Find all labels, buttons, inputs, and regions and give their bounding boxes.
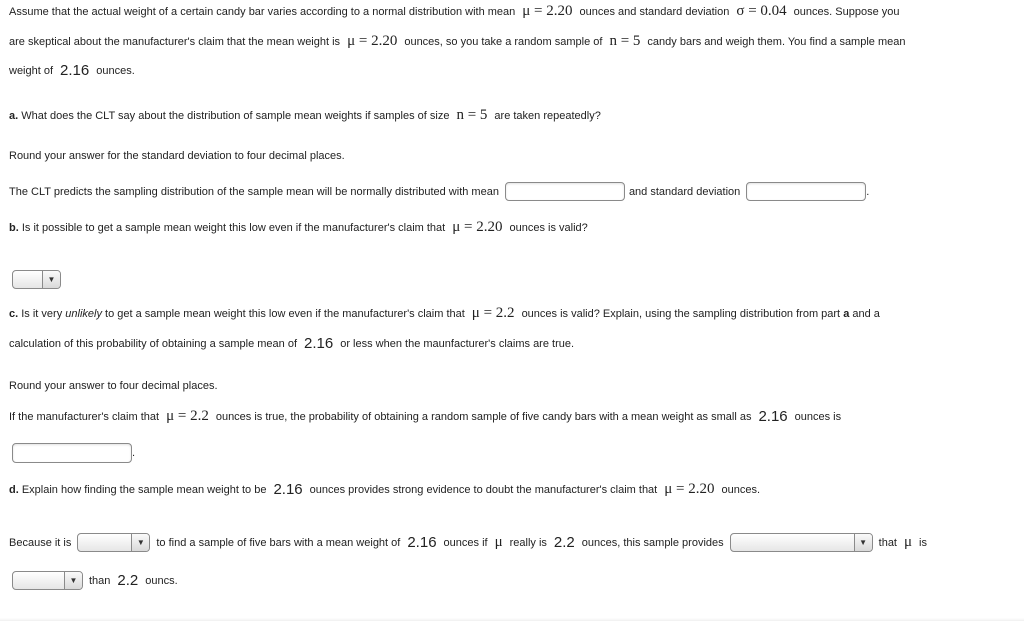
sample-mean-value: 2.16 xyxy=(407,534,437,551)
question-text: or less when the maunfacturer's claims are true. xyxy=(340,337,575,350)
comparison-dropdown[interactable] xyxy=(12,571,83,590)
triangle-down-icon: ▼ xyxy=(64,572,82,589)
mu-symbol: μ xyxy=(904,534,913,550)
part-d-label: d. xyxy=(9,483,19,496)
part-c-label: c. xyxy=(9,307,19,320)
intro-line-1 xyxy=(9,3,899,20)
intro-line-2 xyxy=(9,33,905,50)
sample-mean-value: 2.16 xyxy=(273,481,303,498)
part-c-round-note xyxy=(9,380,218,392)
question-text: and a xyxy=(852,307,880,320)
part-d-answer-line-2 xyxy=(12,571,178,590)
question-text: to get a sample mean weight this low even if the manufacturer's claim that xyxy=(105,307,465,320)
answer-text: ounces is true, the probability of obtaining a random sample of five candy bars with a mean weight as small as xyxy=(215,410,752,423)
probability-input[interactable] xyxy=(12,443,132,463)
answer-text: ounces if xyxy=(443,536,488,549)
mu-equation: μ = 2.20 xyxy=(347,33,398,49)
part-a-answer-line xyxy=(9,182,869,201)
mu-equation: μ = 2.2 xyxy=(471,305,515,321)
answer-text: and standard deviation xyxy=(628,185,741,198)
intro-text: weight of xyxy=(9,64,54,77)
triangle-down-icon: ▼ xyxy=(131,534,149,551)
part-c-prob-line xyxy=(12,443,135,463)
question-text: ounces is valid? xyxy=(509,221,588,234)
question-text: calculation of this probability of obtaining a sample mean of xyxy=(9,337,298,350)
sample-mean-value: 2.16 xyxy=(60,62,90,79)
answer-text: ouncs. xyxy=(145,574,178,587)
answer-text: If the manufacturer's claim that xyxy=(9,410,160,423)
answer-text: ounces, this sample provides xyxy=(581,536,724,549)
part-d-question xyxy=(9,481,760,498)
part-a-question xyxy=(9,107,601,124)
part-d-answer-line-1 xyxy=(9,533,927,552)
answer-text: that xyxy=(878,536,897,549)
n-equation: n = 5 xyxy=(609,33,641,49)
answer-text: Because it is xyxy=(9,536,72,549)
part-ref-a: a xyxy=(843,307,850,320)
mu-value: 2.2 xyxy=(117,572,139,589)
mu-equation: μ = 2.20 xyxy=(522,3,573,19)
triangle-down-icon: ▼ xyxy=(854,534,872,551)
intro-text: are skeptical about the manufacturer's claim that the mean weight is xyxy=(9,35,341,48)
part-b-label: b. xyxy=(9,221,19,234)
mu-equation: μ = 2.20 xyxy=(452,219,503,235)
mu-symbol: μ xyxy=(494,534,503,550)
question-text: ounces. xyxy=(721,483,761,496)
question-text: ounces provides strong evidence to doubt the manufacturer's claim that xyxy=(309,483,658,496)
part-a-label: a. xyxy=(9,109,19,122)
question-text: What does the CLT say about the distribution of sample mean weights if samples of size xyxy=(21,109,450,122)
evidence-dropdown[interactable] xyxy=(730,533,873,552)
period: . xyxy=(132,447,136,459)
possible-dropdown[interactable] xyxy=(12,270,61,289)
answer-text: to find a sample of five bars with a mean weight of xyxy=(156,536,401,549)
round-instruction: Round your answer to four decimal places. xyxy=(9,380,218,392)
intro-text: candy bars and weigh them. You find a sample mean xyxy=(647,35,906,48)
part-a-round-note xyxy=(9,150,345,162)
part-b-question xyxy=(9,219,588,236)
likelihood-dropdown[interactable] xyxy=(77,533,150,552)
answer-text: ounces is xyxy=(794,410,842,423)
answer-text: really is xyxy=(509,536,547,549)
intro-text: ounces. Suppose you xyxy=(793,5,900,18)
triangle-down-icon: ▼ xyxy=(42,271,60,288)
mu-value: 2.2 xyxy=(553,534,575,551)
sample-mean-value: 2.16 xyxy=(304,335,334,352)
part-c-question-2 xyxy=(9,335,574,352)
intro-text: Assume that the actual weight of a certain candy bar varies according to a normal distribution with mean xyxy=(9,5,516,18)
emphasis-unlikely: unlikely xyxy=(65,307,102,320)
period: . xyxy=(866,185,870,198)
mu-equation: μ = 2.2 xyxy=(166,408,209,424)
answer-text: The CLT predicts the sampling distribution of the sample mean will be normally distributed with mean xyxy=(9,185,499,198)
question-text: Is it very xyxy=(21,307,63,320)
question-text: are taken repeatedly? xyxy=(494,109,601,122)
intro-line-3 xyxy=(9,62,135,79)
answer-text: is xyxy=(919,536,927,549)
question-text: ounces is valid? Explain, using the sampling distribution from part xyxy=(521,307,841,320)
intro-text: ounces. xyxy=(96,64,135,77)
round-instruction: Round your answer for the standard deviation to four decimal places. xyxy=(9,150,345,162)
intro-text: ounces, so you take a random sample of xyxy=(404,35,603,48)
sample-mean-value: 2.16 xyxy=(758,408,788,425)
question-text: Explain how finding the sample mean weight to be xyxy=(21,483,267,496)
clt-mean-input[interactable] xyxy=(505,182,625,201)
part-c-answer-line xyxy=(9,408,841,425)
part-b-answer-line xyxy=(12,270,61,289)
part-c-question-1 xyxy=(9,305,880,322)
mu-equation: μ = 2.20 xyxy=(664,481,715,497)
sigma-equation: σ = 0.04 xyxy=(736,3,787,19)
clt-std-input[interactable] xyxy=(746,182,866,201)
intro-text: ounces and standard deviation xyxy=(579,5,730,18)
question-text: Is it possible to get a sample mean weight this low even if the manufacturer's claim that xyxy=(21,221,446,234)
answer-text: than xyxy=(89,574,111,587)
n-equation: n = 5 xyxy=(456,107,488,123)
